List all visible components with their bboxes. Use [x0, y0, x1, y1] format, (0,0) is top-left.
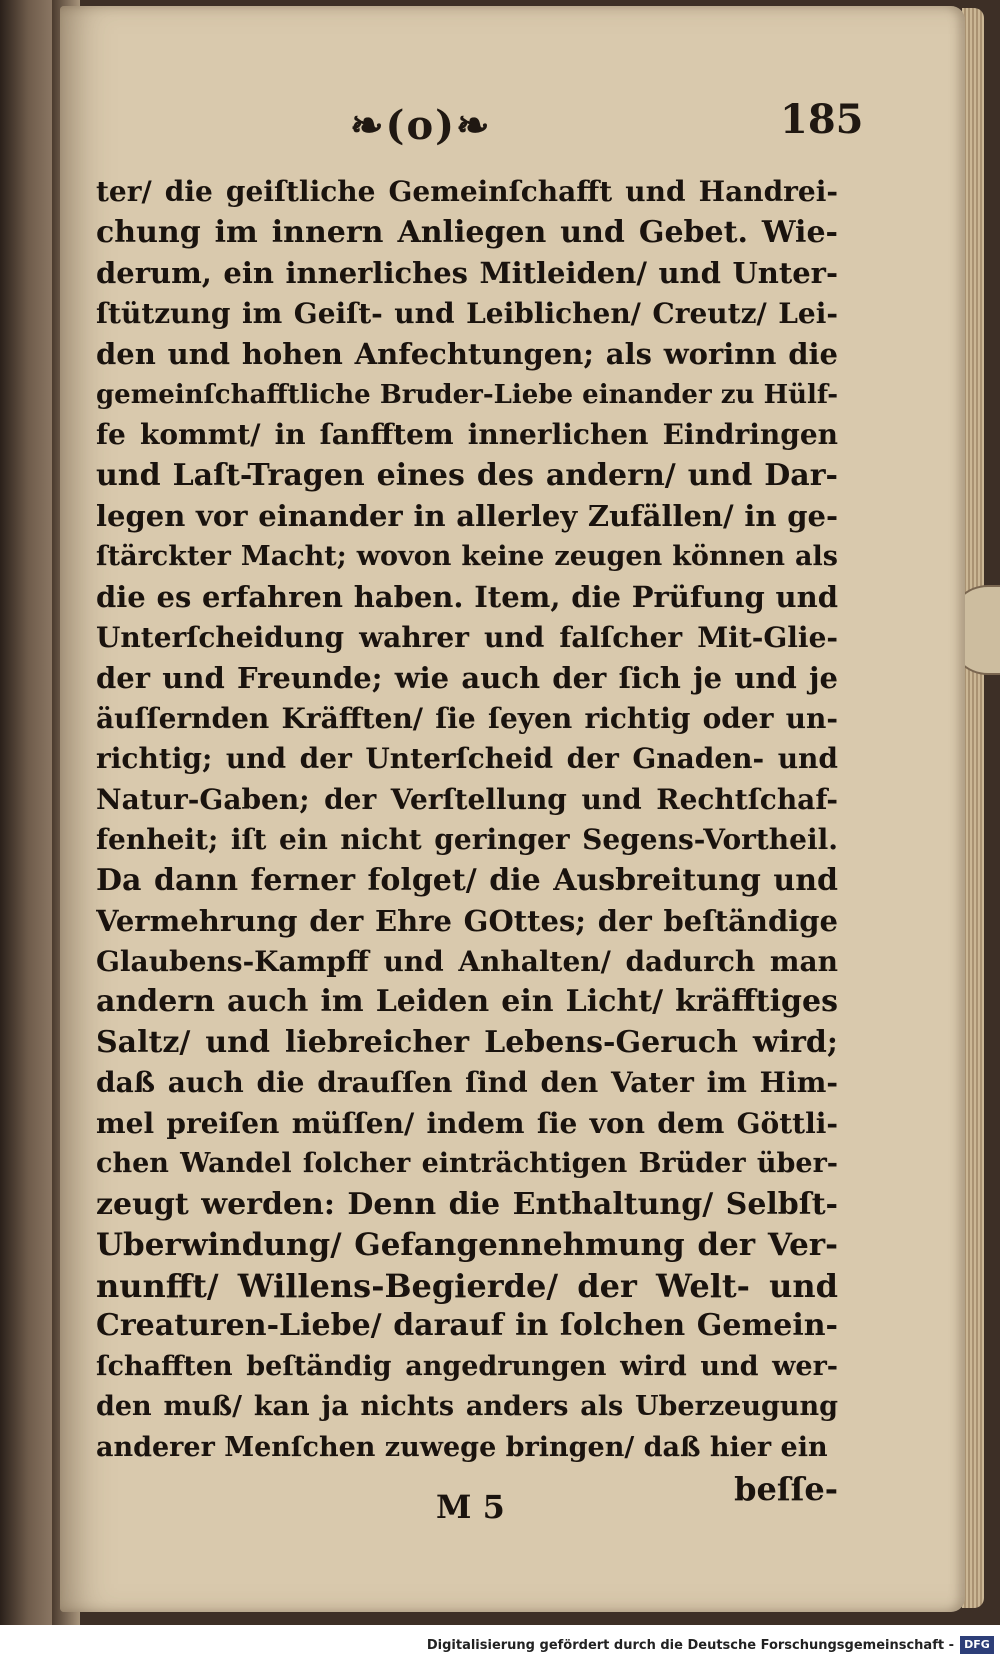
- text-line: ſtärckter Macht; wovon keine zeugen können als: [96, 540, 838, 572]
- text-line: mel preiſen müſſen/ indem ſie von dem Göttli-: [96, 1106, 838, 1140]
- text-line: legen vor einander in allerley Zufällen/ in ge-: [96, 499, 838, 533]
- text-line: den muß/ kan ja nichts anders als Uberzeugung: [96, 1391, 838, 1422]
- text-line: anderer Menſchen zuwege bringen/ daß hier ein: [96, 1431, 828, 1463]
- text-line: nunfft/ Willens-Begierde/ der Welt- und: [96, 1266, 838, 1305]
- text-line: ter/ die geiſtliche Gemeinſchafft und Handrei-: [96, 175, 838, 208]
- text-line: Unterſcheidung wahrer und falſcher Mit-Glie-: [96, 620, 838, 654]
- dfg-logo: DFG: [960, 1636, 994, 1654]
- text-line: zeugt werden: Denn die Enthaltung/ Selbſt-: [96, 1186, 838, 1222]
- page-number: 185: [780, 96, 864, 143]
- text-line: Natur-Gaben; der Verſtellung und Rechtſchaf-: [96, 782, 838, 816]
- credit-bar: [0, 1625, 1000, 1668]
- text-line: die es erfahren haben. Item, die Prüfung und: [96, 580, 838, 614]
- text-line: ſtützung im Geiſt- und Leiblichen/ Creutz/ Lei-: [96, 296, 838, 330]
- text-line: richtig; und der Unterſcheid der Gnaden- und: [96, 742, 838, 775]
- page-stack-edge: [962, 8, 984, 1608]
- text-line: derum, ein innerliches Mitleiden/ und Unter-: [96, 256, 838, 290]
- text-line: fenheit; iſt ein nicht geringer Segens-Vortheil.: [96, 823, 838, 856]
- text-line: andern auch im Leiden ein Licht/ kräfftiges: [96, 984, 838, 1019]
- catchword: beſſe-: [734, 1470, 838, 1508]
- text-line: gemeinſchafftliche Bruder-Liebe einander zu Hülf-: [96, 379, 838, 410]
- header-ornament: ❧(o)❧: [350, 102, 492, 149]
- text-line: Creaturen-Liebe/ darauf in ſolchen Gemein-: [96, 1308, 838, 1343]
- text-line: äuſſernden Kräfften/ ſie ſeyen richtig oder un-: [96, 701, 838, 735]
- page-header: [100, 96, 864, 160]
- text-line: Saltz/ und liebreicher Lebens-Geruch wird;: [96, 1024, 838, 1060]
- previous-page-edge: [0, 0, 52, 1625]
- body-text: [96, 172, 838, 1468]
- text-line: den und hohen Anfechtungen; als worinn die: [96, 337, 838, 371]
- page-footer: [96, 1470, 838, 1538]
- text-line: der und Freunde; wie auch der ſich je und je: [96, 661, 838, 695]
- text-line: chen Wandel ſolcher einträchtigen Brüder über-: [96, 1148, 838, 1179]
- text-line: Uberwindung/ Gefangennehmung der Ver-: [96, 1227, 838, 1263]
- text-line: chung im innern Anliegen und Gebet. Wie-: [96, 214, 838, 250]
- text-line: daß auch die drauſſen ſind den Vater im Him-: [96, 1066, 838, 1099]
- text-line: Vermehrung der Ehre GOttes; der beſtändige: [96, 904, 838, 938]
- text-line: Glaubens-Kampff und Anhalten/ dadurch man: [96, 944, 838, 978]
- signature-mark: M 5: [436, 1488, 505, 1526]
- text-line: fe kommt/ in ſanfftem innerlichen Eindringen: [96, 418, 838, 451]
- text-line: und Laſt-Tragen eines des andern/ und Dar-: [96, 457, 838, 493]
- text-line: ſchafften beſtändig angedrungen wird und wer-: [96, 1350, 838, 1382]
- text-line: Da dann ferner folget/ die Ausbreitung und: [96, 862, 838, 898]
- funding-credit: Digitalisierung gefördert durch die Deutsche Forschungsgemeinschaft -: [426, 1638, 954, 1653]
